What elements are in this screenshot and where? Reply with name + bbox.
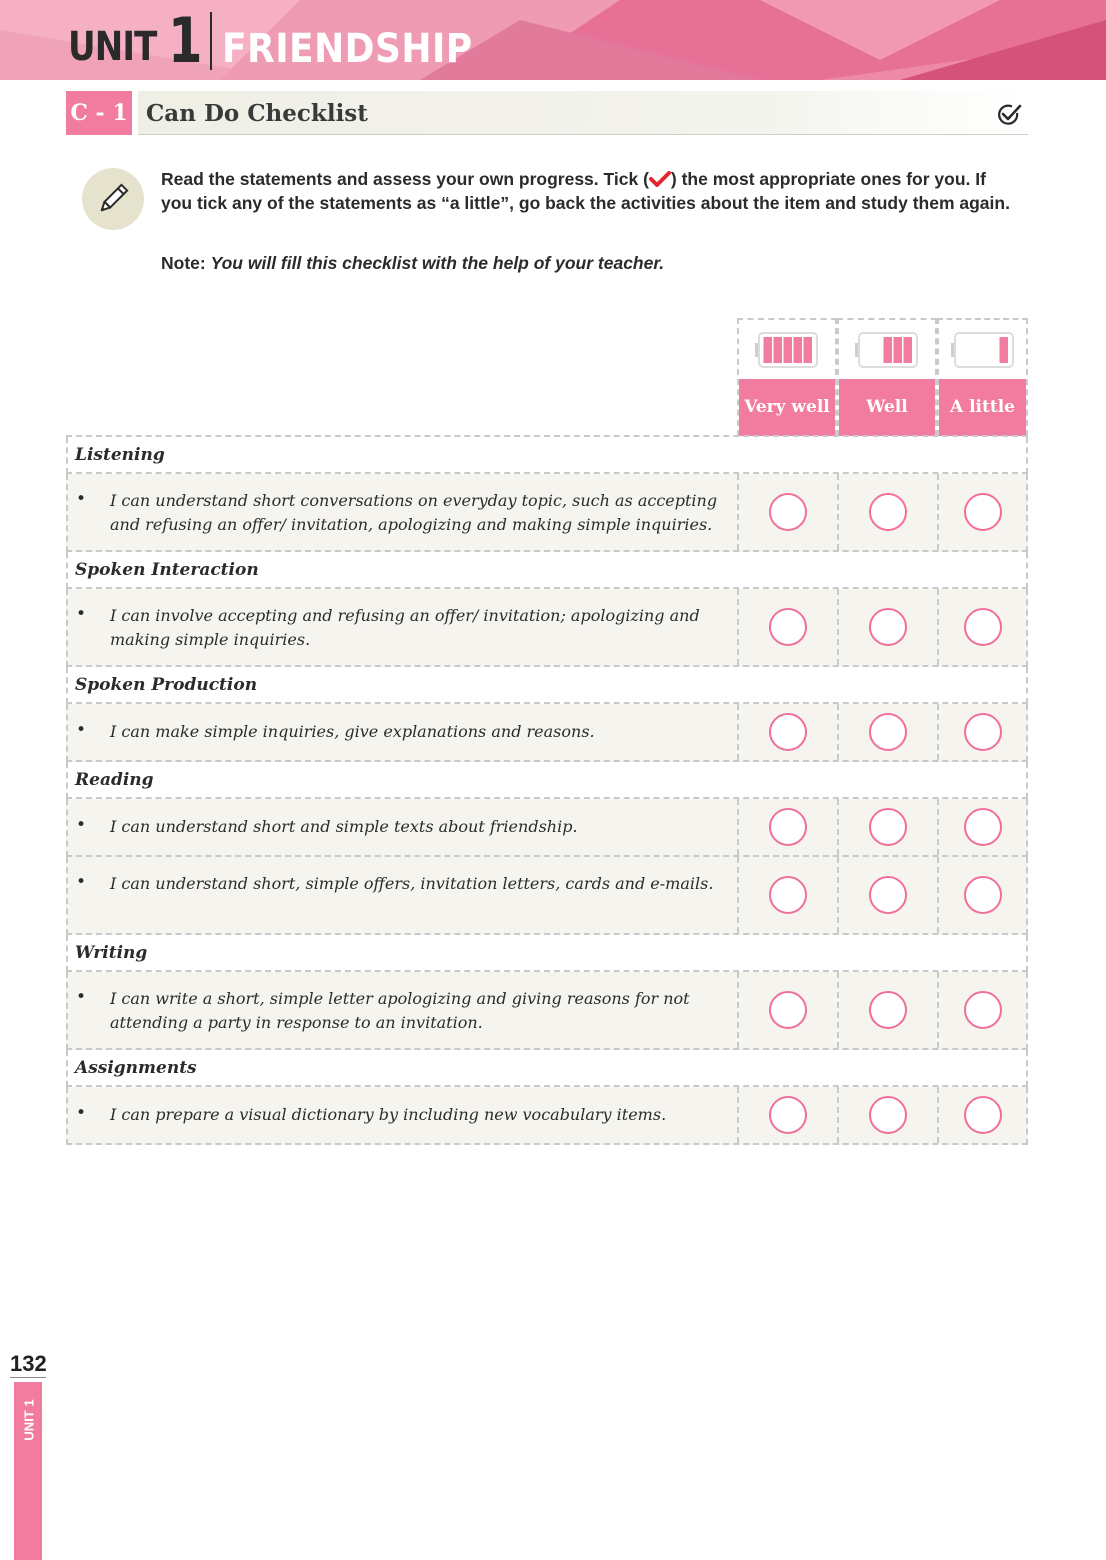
statement-text: I can write a short, simple letter apologizing and giving reasons for not attending a party in response to an invitation. <box>110 989 690 1032</box>
rating-circle-a-little[interactable] <box>964 808 1002 846</box>
category-row <box>66 552 1028 589</box>
statement-row <box>66 704 1028 762</box>
section-header <box>66 91 1028 135</box>
rating-cell <box>937 589 1026 665</box>
rating-header <box>737 318 1028 436</box>
rating-cell <box>937 704 1026 760</box>
pencil-badge <box>82 168 144 230</box>
bullet: • <box>76 604 87 624</box>
category-label: Writing <box>75 943 148 963</box>
rating-circle-well[interactable] <box>869 713 907 751</box>
rating-cell <box>737 704 837 760</box>
rating-circle-well[interactable] <box>869 876 907 914</box>
battery-bar <box>774 337 783 363</box>
column-label: A little <box>939 379 1026 436</box>
category-label: Listening <box>75 445 165 465</box>
category-row <box>66 935 1028 972</box>
unit-banner <box>0 0 1106 80</box>
rating-cell <box>837 799 937 855</box>
tick-icon <box>649 171 671 187</box>
section-underline <box>138 134 1028 135</box>
rating-cell <box>837 589 937 665</box>
category-label: Reading <box>75 770 154 790</box>
rating-circle-well[interactable] <box>869 991 907 1029</box>
category-row <box>66 1050 1028 1087</box>
rating-cell <box>737 1087 837 1143</box>
rating-circle-a-little[interactable] <box>964 713 1002 751</box>
unit-word: UNIT <box>68 24 157 70</box>
battery-bar <box>884 337 893 363</box>
unit-number: 1 <box>168 4 203 77</box>
battery-bar <box>794 337 803 363</box>
battery-icon <box>950 330 1016 370</box>
battery-icon <box>854 330 920 370</box>
instructions-part-1: Read the statements and assess your own progress. Tick ( <box>161 169 649 189</box>
statement-row <box>66 799 1028 857</box>
statement-row <box>66 857 1028 935</box>
statement-text: I can understand short, simple offers, invitation letters, cards and e-mails. <box>110 874 714 893</box>
rating-circle-very-well[interactable] <box>769 876 807 914</box>
rating-circle-a-little[interactable] <box>964 493 1002 531</box>
column-label: Very well <box>739 379 835 436</box>
rating-cell <box>937 1087 1026 1143</box>
page-number-rule <box>10 1377 46 1378</box>
bullet: • <box>76 815 87 835</box>
rating-cell <box>837 474 937 550</box>
rating-circle-very-well[interactable] <box>769 991 807 1029</box>
pencil-icon <box>95 181 131 217</box>
rating-circle-a-little[interactable] <box>964 1096 1002 1134</box>
category-row <box>66 437 1028 474</box>
rating-circle-very-well[interactable] <box>769 493 807 531</box>
instructions-part-2: ) the most appropriate ones for you. If you tick any of the statements as “a little”, go back the activities about the item and study them again. <box>161 169 1010 213</box>
bullet: • <box>76 987 87 1007</box>
banner-background <box>0 0 1106 80</box>
category-label: Assignments <box>75 1058 197 1078</box>
rating-cell <box>737 474 837 550</box>
note <box>161 253 664 274</box>
rating-circle-very-well[interactable] <box>769 1096 807 1134</box>
column-header-1 <box>837 318 937 436</box>
statement-row <box>66 589 1028 667</box>
battery-bar <box>784 337 793 363</box>
category-row <box>66 667 1028 704</box>
statement-text: I can prepare a visual dictionary by including new vocabulary items. <box>110 1105 667 1124</box>
column-header-0 <box>737 318 837 436</box>
column-label: Well <box>839 379 935 436</box>
side-tab-label: UNIT 1 <box>21 1399 37 1441</box>
rating-cell <box>837 972 937 1048</box>
rating-cell <box>737 972 837 1048</box>
rating-cell <box>937 799 1026 855</box>
rating-circle-a-little[interactable] <box>964 876 1002 914</box>
rating-cell <box>837 704 937 760</box>
unit-divider <box>210 12 212 70</box>
column-header-2 <box>937 318 1028 436</box>
statement-text: I can understand short and simple texts about friendship. <box>110 817 578 836</box>
page-number: 132 <box>10 1351 47 1376</box>
rating-circle-very-well[interactable] <box>769 808 807 846</box>
rating-circle-a-little[interactable] <box>964 608 1002 646</box>
battery-bar <box>764 337 773 363</box>
rating-cell <box>937 972 1026 1048</box>
rating-cell <box>737 799 837 855</box>
unit-title: FRIENDSHIP <box>222 26 473 72</box>
rating-cell <box>837 857 937 933</box>
rating-cell <box>837 1087 937 1143</box>
statement-text: I can understand short conversations on everyday topic, such as accepting and refusing an offer/ invitation, apologizing and making simple inquiries. <box>110 491 718 534</box>
battery-bar <box>904 337 913 363</box>
rating-cell <box>937 474 1026 550</box>
note-text: You will fill this checklist with the help of your teacher. <box>210 253 665 273</box>
statement-row <box>66 1087 1028 1145</box>
rating-circle-well[interactable] <box>869 1096 907 1134</box>
battery-bar <box>999 337 1008 363</box>
rating-circle-a-little[interactable] <box>964 991 1002 1029</box>
bullet: • <box>76 1103 87 1123</box>
check-circle-icon <box>996 103 1022 127</box>
rating-cell <box>937 857 1026 933</box>
rating-cell <box>737 589 837 665</box>
section-code: C - 1 <box>66 91 132 135</box>
statement-row <box>66 474 1028 552</box>
rating-circle-well[interactable] <box>869 608 907 646</box>
bullet: • <box>76 489 87 509</box>
rating-cell <box>737 857 837 933</box>
rating-circle-very-well[interactable] <box>769 713 807 751</box>
category-label: Spoken Interaction <box>75 560 259 580</box>
instructions-text <box>161 168 1021 215</box>
note-label: Note: <box>161 253 206 273</box>
battery-bar <box>894 337 903 363</box>
section-title: Can Do Checklist <box>146 100 368 127</box>
battery-bar <box>804 337 813 363</box>
rating-circle-well[interactable] <box>869 493 907 531</box>
battery-icon <box>754 330 820 370</box>
side-tab-label-wrap <box>15 1390 43 1450</box>
category-row <box>66 762 1028 799</box>
checklist-rows <box>66 435 1028 1145</box>
rating-circle-very-well[interactable] <box>769 608 807 646</box>
statement-text: I can make simple inquiries, give explanations and reasons. <box>110 722 595 741</box>
rating-circle-well[interactable] <box>869 808 907 846</box>
bullet: • <box>76 720 87 740</box>
statement-text: I can involve accepting and refusing an offer/ invitation; apologizing and making simple inquiries. <box>110 606 700 649</box>
statement-row <box>66 972 1028 1050</box>
category-label: Spoken Production <box>75 675 258 695</box>
bullet: • <box>76 872 87 892</box>
